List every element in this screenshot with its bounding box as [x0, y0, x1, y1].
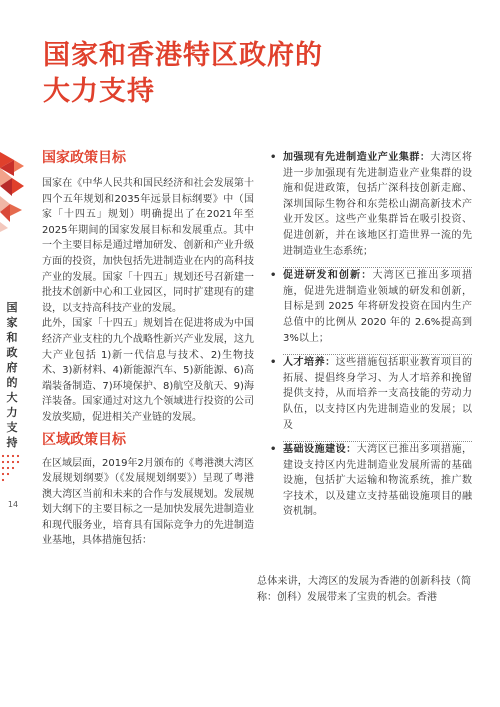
measure-item-infrastructure	[270, 442, 472, 520]
measure-label: 人才培养：	[283, 357, 336, 369]
measure-label: 加强现有先进制造业产业集群：	[283, 152, 431, 163]
measure-item-talent	[270, 355, 472, 433]
measure-text: 大湾区将进一步加强现有先进制造业产业集群的设施和促进政策，包括广深科技创新走廊、深圳国际生物谷和东莞松山湖高新技术产业开发区。这些产业集群旨在吸引投资、促进创新，并在该地区打造世界一流的先进制造业生态系统；	[283, 152, 473, 257]
page-number: 14	[7, 500, 19, 509]
bullet-icon: •	[270, 152, 277, 163]
national-policy-paragraph-1: 国家在《中华人民共和国民经济和社会发展第十四个五年规划和2035年远景目标纲要》中（国家「十四五」规划）明确提出了在2021年至2025年期间的国家发展目标和发展重点。其中一个主要目标是通过增加研发、创新和产业升级方面的投资，加快包括先进制造业在内的高科技产业的发展。国家「十四五」规划还号召新建一批技术创新中心和工业园区，同时扩建现有的建设，以支持高科技产业的发展。	[42, 178, 254, 314]
measure-item-rnd-innovation	[270, 268, 472, 346]
page-title	[43, 38, 323, 110]
decorative-dots-graphic	[0, 452, 24, 492]
decorative-triangles-graphic	[0, 152, 24, 232]
summary-paragraph: 总体来讲，大湾区的发展为香港的创新科技（简称：创科）发展带来了宝贵的机会。香港	[257, 576, 471, 603]
national-policy-paragraph-2: 此外，国家「十四五」规划旨在促进将成为中国经济产业支柱的九个战略性新兴产业发展，这九大产业包括 1)新一代信息与技术、2)生物技术、3)新材料、4)新能源汽车、5)新能源、6)高端装备制造、7)环境保护、8)航空及航天、9)海洋装备。国家通过对这九个领域进行投资的公司发放奖励，促进相关产业链的发展。	[42, 318, 254, 423]
bullet-icon: •	[270, 444, 277, 456]
measure-text: 大湾区已推出多项措施，促进先进制造业领域的研发和创新，目标是到 2025 年将研发投资在国内生产总值中的比例从 2020 年的 2.6%提高到 3%以上；	[283, 270, 472, 344]
national-policy-heading: 国家政策目标	[42, 150, 126, 166]
measure-label: 促进研发和创新：	[283, 270, 373, 282]
regional-policy-paragraph: 在区域层面，2019年2月颁布的《粤港澳大湾区发展规划纲要》（《发展规划纲要》）呈现了粤港澳大湾区当前和未来的合作与发展规划。发展规划大纲下的主要目标之一是加快发展先进制造业和现代服务业，培育具有国际竞争力的先进制造业基地，具体措施包括：	[42, 457, 254, 547]
side-section-title: 国家和政府的大力支持	[6, 301, 18, 449]
bullet-icon: •	[270, 357, 277, 369]
measures-list	[270, 150, 472, 520]
bullet-icon: •	[270, 270, 277, 282]
page-title-line-2: 大力支持	[43, 76, 155, 107]
right-column	[270, 150, 472, 520]
measure-text: 大湾区已推出多项措施，建设支持区内先进制造业发展所需的基础设施，包括扩大运输和物流系统，推广数字技术，以及建立支持基础设施项目的融资机制。	[283, 444, 473, 518]
measure-label: 基础设施建设：	[283, 444, 357, 456]
measure-item-industry-clusters	[270, 150, 472, 259]
measure-text: 这些措施包括职业教育项目的拓展、提倡终身学习、为人才培养和挽留提供支持，从而培养一支高技能的劳动力队伍，以支持区内先进制造业的发展；以及	[283, 357, 473, 431]
regional-policy-heading: 区域政策目标	[42, 431, 126, 448]
page-title-line-1: 国家和香港特区政府的	[43, 40, 323, 71]
left-column	[42, 148, 254, 549]
